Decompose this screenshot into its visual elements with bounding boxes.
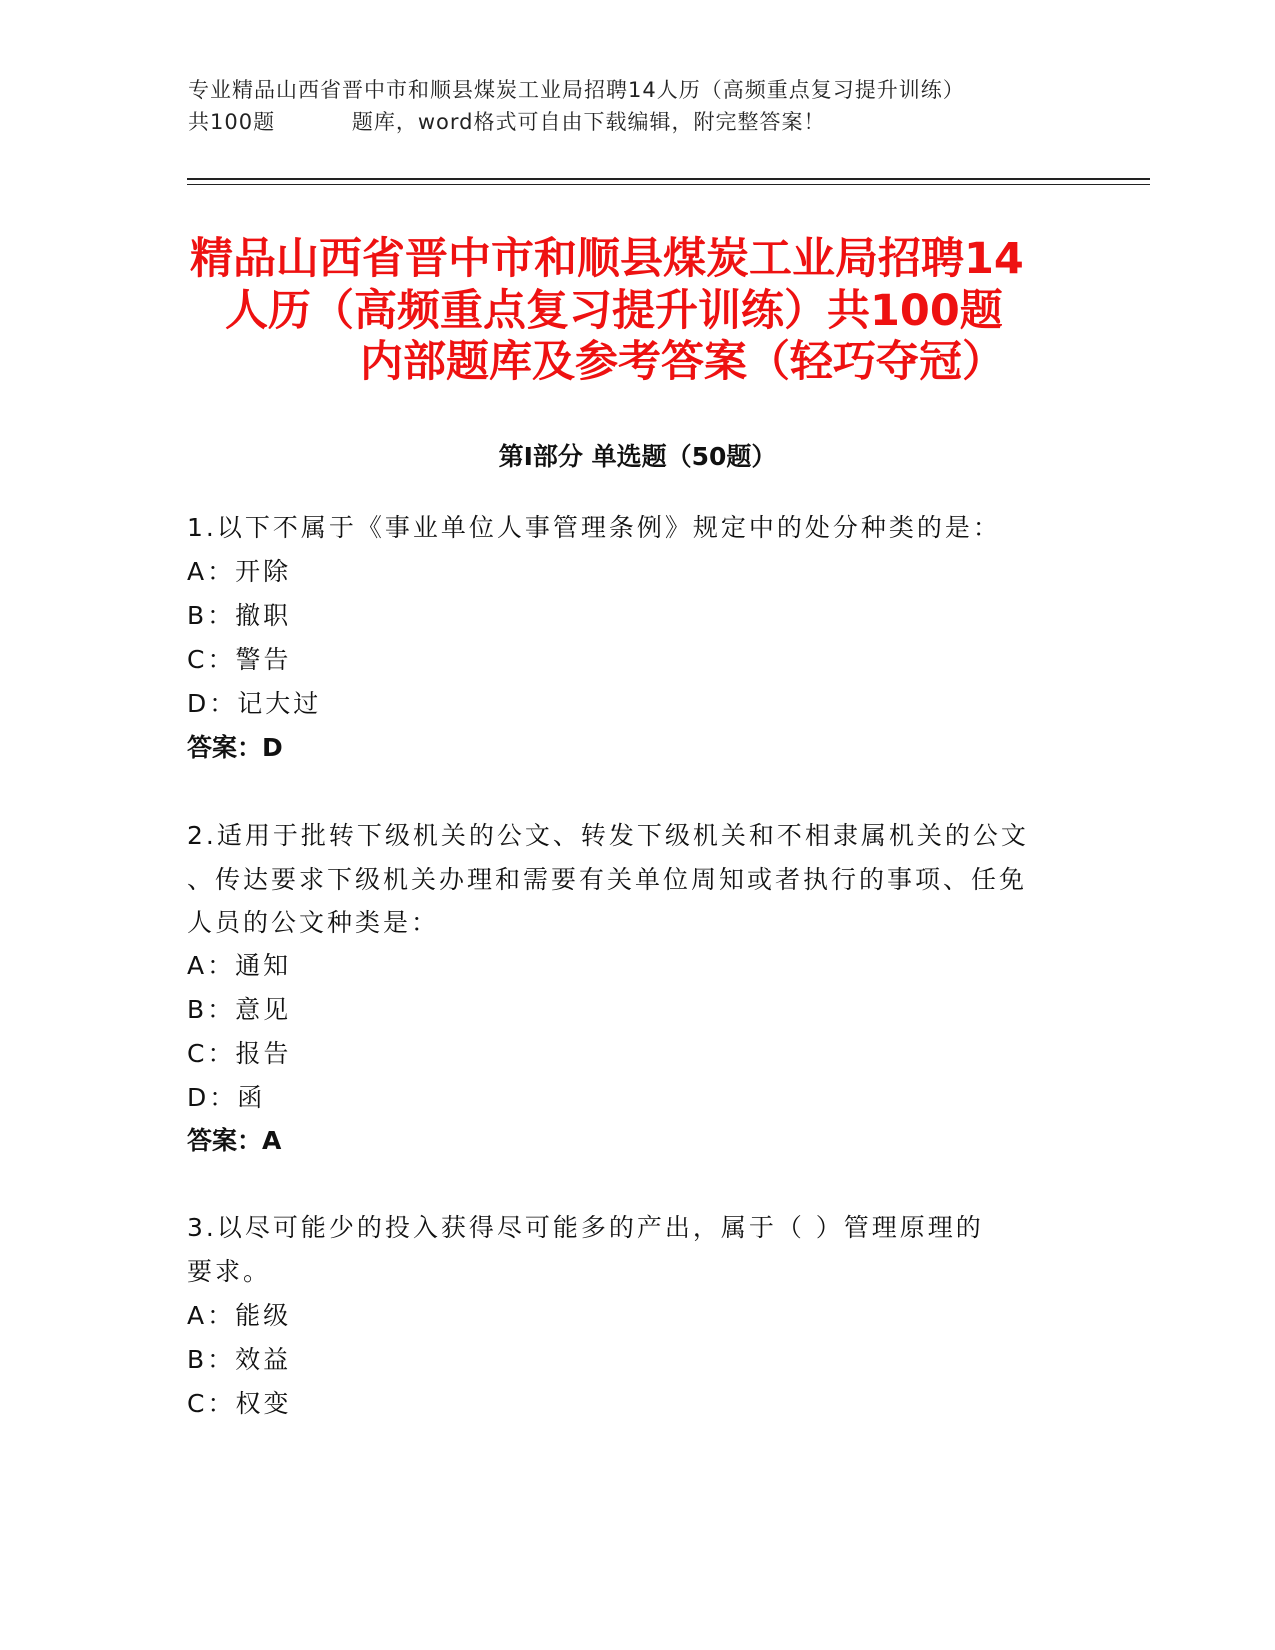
option-c: C：警告 [187,645,292,674]
section-heading: 第Ⅰ部分 单选题（50题） [498,442,777,471]
question-text: 、传达要求下级机关办理和需要有关单位周知或者执行的事项、任免 [187,865,1028,894]
option-b: B：意见 [187,995,292,1024]
question-text: 1.以下不属于《事业单位人事管理条例》规定中的处分种类的是： [187,513,1001,542]
option-a: A：能级 [187,1301,292,1330]
option-a: A：开除 [187,557,292,586]
answer: 答案：A [187,1126,282,1155]
option-d: D：记大过 [187,689,322,718]
question-text: 人员的公文种类是： [187,908,440,937]
question-text: 要求。 [187,1257,272,1286]
title-line-1: 精品山西省晋中市和顺县煤炭工业局招聘14 [190,234,1024,284]
header-line-2: 共100题 题库，word格式可自由下载编辑，附完整答案！ [188,110,826,134]
option-a: A：通知 [187,951,292,980]
title-line-3: 内部题库及参考答案（轻巧夺冠） [360,337,1005,387]
option-d: D：函 [187,1083,266,1112]
option-c: C：权变 [187,1389,292,1418]
header-rule-thin [187,184,1150,185]
question-text: 3.以尽可能少的投入获得尽可能多的产出，属于（ ）管理原理的 [187,1213,984,1242]
option-b: B：效益 [187,1345,292,1374]
question-text: 2.适用于批转下级机关的公文、转发下级机关和不相隶属机关的公文 [187,821,1029,850]
header-line-1: 专业精品山西省晋中市和顺县煤炭工业局招聘14人历（高频重点复习提升训练） [188,78,965,102]
option-b: B：撤职 [187,601,292,630]
title-line-2: 人历（高频重点复习提升训练）共100题 [225,286,1003,336]
answer: 答案：D [187,733,283,762]
option-c: C：报告 [187,1039,292,1068]
header-rule-thick [187,178,1150,180]
